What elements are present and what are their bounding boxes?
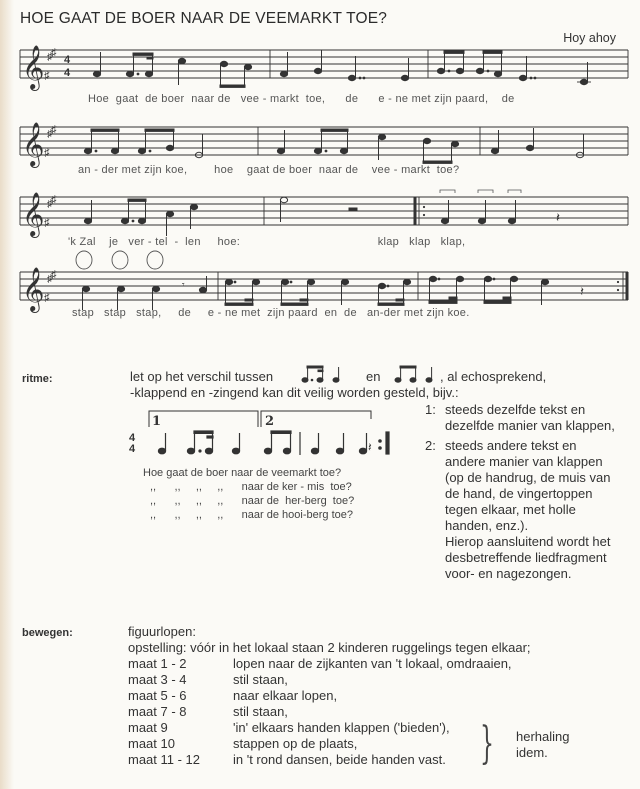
svg-text:4: 4 xyxy=(64,54,71,66)
maat-label: maat 1 - 2 xyxy=(128,656,187,671)
maat-label: maat 3 - 4 xyxy=(128,672,187,687)
maat-action: stil staan, xyxy=(233,704,288,719)
maat-label: maat 7 - 8 xyxy=(128,704,187,719)
maat-action: stappen op de plaats, xyxy=(233,736,358,751)
note-2-text xyxy=(445,438,611,582)
bewegen-intro: figuurlopen: xyxy=(128,624,196,639)
staff-system-4 xyxy=(0,248,640,316)
brace-note-1: herhaling xyxy=(516,729,570,744)
svg-text:4: 4 xyxy=(129,432,136,444)
note-1-text xyxy=(445,402,615,434)
note-2-line: steeds andere tekst en xyxy=(445,438,577,453)
staff-system-1 xyxy=(0,44,640,94)
maat-action: lopen naar de zijkanten van 't lokaal, omdraaien, xyxy=(233,656,512,671)
staff-system-2 xyxy=(0,118,640,168)
svg-text:𝄞: 𝄞 xyxy=(22,45,45,89)
maat-action: naar elkaar lopen, xyxy=(233,688,338,703)
maat-label: maat 9 xyxy=(128,720,168,735)
note-number-1: 1: xyxy=(425,402,436,417)
lyrics-system-2: an - der met zijn koe, hoe gaat de boer naar de vee - markt toe? xyxy=(78,164,460,176)
svg-text:𝄞: 𝄞 xyxy=(22,122,45,166)
svg-text:♯: ♯ xyxy=(51,269,57,281)
maat-label: maat 10 xyxy=(128,736,175,751)
maat-label: maat 11 - 12 xyxy=(128,752,201,767)
svg-text:♯: ♯ xyxy=(44,292,50,304)
maat-label: maat 5 - 6 xyxy=(128,688,187,703)
svg-text:♯: ♯ xyxy=(51,194,57,206)
lyrics-system-3: 'k Zal je ver - tel - len hoe: klap klap klap, xyxy=(68,236,466,248)
svg-text:♯: ♯ xyxy=(44,70,50,82)
even-rhythm-figure xyxy=(393,364,441,384)
svg-text:♯: ♯ xyxy=(47,273,53,285)
note-2-line: desbetreffende liedfragment xyxy=(445,550,607,565)
note-2-line: andere manier van klappen xyxy=(445,454,603,469)
note-1-line: dezelfde manier van klappen, xyxy=(445,418,615,433)
ritme-en: en xyxy=(366,369,381,384)
lyrics-system-1: Hoe gaat de boer naar de vee - markt toe, de e - ne met zijn paard, de xyxy=(88,93,515,105)
example-line-2: ,, ,, ,, ,, naar de ker - mis toe? xyxy=(150,481,352,493)
example-line-1: Hoe gaat de boer naar de veemarkt toe? xyxy=(143,467,342,479)
bewegen-label: bewegen: xyxy=(22,627,73,639)
note-2-line: de hand, de vingertoppen xyxy=(445,486,593,501)
svg-text:♯: ♯ xyxy=(44,147,50,159)
svg-text:4: 4 xyxy=(129,443,136,455)
ritme-line2: -klappend en -zingend kan dit veilig worden gesteld, bijv.: xyxy=(130,385,459,400)
bewegen-opstelling: opstelling: vóór in het lokaal staan 2 kinderen ruggelings tegen elkaar; xyxy=(128,640,531,655)
maat-action: in 't rond dansen, beide handen vast. xyxy=(233,752,446,767)
svg-text:𝄽: 𝄽 xyxy=(368,440,372,454)
note-2-line: tegen elkaar, met holle xyxy=(445,502,576,517)
note-2-line: (op de handrug, de muis van xyxy=(445,470,611,485)
example-line-4: ,, ,, ,, ,, naar de hooi-berg toe? xyxy=(150,509,353,521)
curly-brace: } xyxy=(480,718,494,769)
svg-text:♯: ♯ xyxy=(51,47,57,59)
svg-text:♯: ♯ xyxy=(47,198,53,210)
maat-action: 'in' elkaars handen klappen ('bieden'), xyxy=(233,720,450,735)
ritme-label: ritme: xyxy=(22,373,53,385)
note-1-line: steeds dezelfde tekst en xyxy=(445,402,586,417)
svg-text:♯: ♯ xyxy=(47,51,53,63)
svg-text:♯: ♯ xyxy=(51,124,57,136)
song-title: HOE GAAT DE BOER NAAR DE VEEMARKT TOE? xyxy=(20,10,388,27)
note-2-line: handen, enz.). xyxy=(445,518,529,533)
song-subtitle: Hoy ahoy xyxy=(563,31,616,45)
note-2-line: Hierop aansluitend wordt het xyxy=(445,534,611,549)
svg-text:2: 2 xyxy=(265,414,275,429)
svg-text:𝄽: 𝄽 xyxy=(580,284,584,299)
svg-text:𝄽: 𝄽 xyxy=(556,210,560,225)
svg-text:♯: ♯ xyxy=(44,217,50,229)
svg-text:1: 1 xyxy=(152,414,162,429)
svg-text:𝄞: 𝄞 xyxy=(22,267,45,311)
svg-text:♯: ♯ xyxy=(47,128,53,140)
dotted-rhythm-figure xyxy=(300,364,348,384)
ritme-line1-a: let op het verschil tussen xyxy=(130,369,274,384)
note-number-2: 2: xyxy=(425,438,436,453)
ritme-line1-b: , al echosprekend, xyxy=(440,369,547,384)
staff-system-3 xyxy=(0,188,640,238)
example-line-3: ,, ,, ,, ,, naar de her-berg toe? xyxy=(150,495,355,507)
svg-text:𝄾: 𝄾 xyxy=(182,280,185,291)
rhythm-example xyxy=(125,405,415,465)
note-2-line: voor- en nagezongen. xyxy=(445,566,572,581)
svg-text:𝄞: 𝄞 xyxy=(22,192,45,236)
lyrics-system-4: stap stap stap, de e - ne met zijn paard en de an-der met zijn koe. xyxy=(72,307,470,319)
brace-note-2: idem. xyxy=(516,745,548,760)
maat-action: stil staan, xyxy=(233,672,288,687)
svg-text:4: 4 xyxy=(64,67,71,79)
